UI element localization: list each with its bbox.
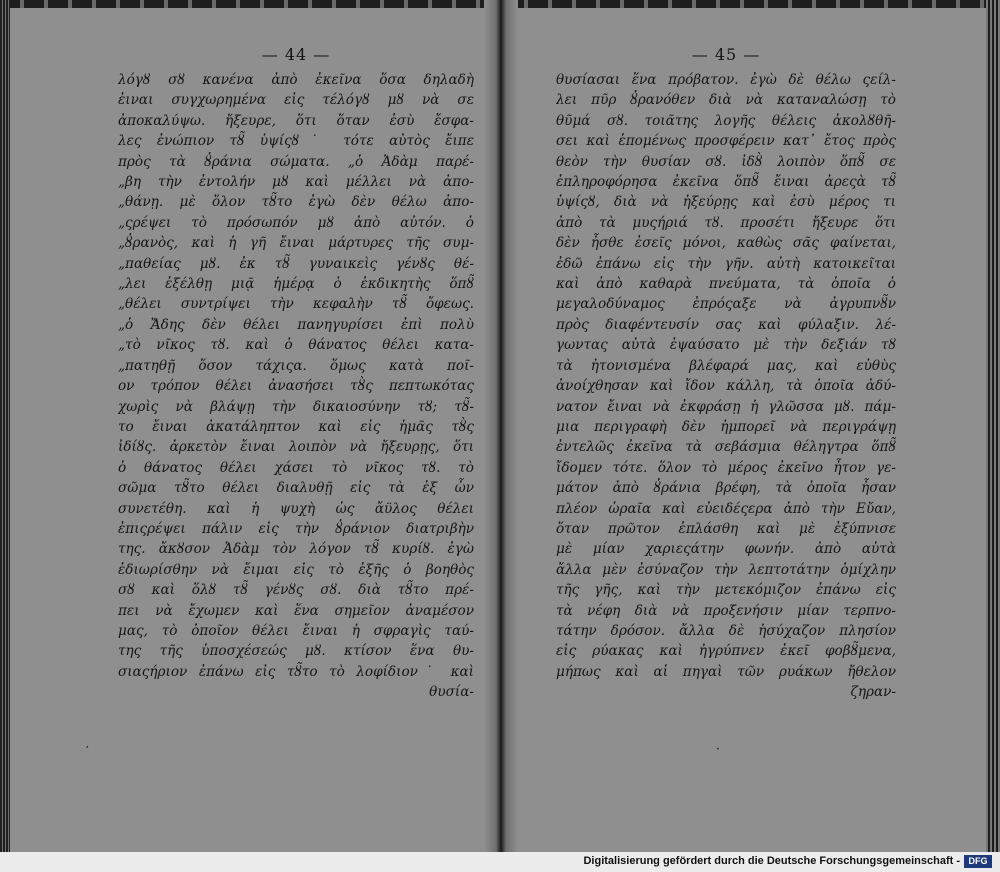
- right-page: [556, 40, 896, 703]
- text-line: ἀπὸ τὰ μυςήριά τȣ. προσέτι ἤξευρε ὅτι: [556, 214, 896, 231]
- text-line: ὅταν πρῶτον ἐπλάσθη καὶ μὲ ἐξύπνισε: [556, 520, 896, 537]
- catchword: θυσία-: [429, 684, 474, 701]
- text-line: λει πῦρ ȣ̓ρανόθεν διὰ νὰ καταναλώσῃ τὸ: [556, 92, 896, 109]
- text-line: ἀνοίχθησαν καὶ ἴδον κάλλη, τὰ ὁποῖα ἀδύ-: [556, 378, 896, 395]
- text-line: „θέλει συντρίψει τὴν κεφαλὴν τȣ̃ ὄφεως.: [118, 296, 474, 313]
- text-line: ἀποκαλύψω. ἤξευρε, ὅτι ὅταν ἐσὺ ἔσφα-: [118, 112, 474, 129]
- text-line: ἐιναι συγχωρημένα εἰς τέλόγȣ μȣ νὰ σε: [118, 92, 474, 109]
- text-line: „θάνῃ. μὲ ὅλον τȣ̃το ἐγὼ δὲν θέλω ἀπο-: [118, 194, 474, 211]
- text-line: ὁ θάνατος θέλει χάσει τὸ νῖκος τȣ. τὸ: [118, 459, 474, 476]
- funding-credit: Digitalisierung gefördert durch die Deutsche Forschungsgemeinschaft -: [583, 855, 960, 867]
- text-line: χωρὶς νὰ βλάψῃ τὴν δικαιοσύνην τȣ; τȣ̃-: [118, 398, 474, 415]
- text-line: σῶμα τȣ̃το θέλει διαλυθῇ εἰς τὰ ἐξ ὧν: [118, 480, 474, 497]
- margin-mark: ′: [86, 744, 89, 758]
- text-line: μεγαλοδύναμος ἐπρόςαξε νὰ ἀγρυπνȣ̃ν: [556, 296, 896, 313]
- text-line: της. ἄκȣσον Ἀδὰμ τὸν λόγον τȣ̃ κυρίȣ. ἐγὼ: [118, 541, 474, 558]
- text-line: θῦμά σȣ. τοιᾶτης λογῆς θέλεις ἀκολȣθῆ-: [556, 112, 896, 129]
- text-line: μια περιγραφὴ δὲν ἠμπορεῖ νὰ περιγράψῃ: [556, 418, 896, 435]
- text-line: εἰς ρύακας καὶ ἠγρύπνεν ἐκεῖ φοβȣ̃μενα,: [556, 643, 896, 660]
- text-line: νατον ἔιναι νὰ ἐκφράσῃ ἡ γλῶσσα μȣ. πάμ-: [556, 398, 896, 415]
- text-line: σει καὶ ἑπομένως προσφέρειν κατ᾽ ἔτος πρὸς: [556, 133, 896, 150]
- text-line: θεὸν τὴν θυσίαν σȣ. ἰδȣ̀ λοιπὸν ὅπȣ̃ σε: [556, 153, 896, 170]
- catchword: ζηραν-: [850, 684, 896, 701]
- text-line: ἐντελῶς ἐκεῖνα τὰ σεβάσμια θέληγτρα ὅπȣ̃: [556, 439, 896, 456]
- text-line: ἄλλα μὲν ἐσύναζον τὴν λεπτοτάτην ὁμίχλην: [556, 561, 896, 578]
- text-line: ὑψίςȣ, διὰ νὰ ἠξεύρῃς καὶ ἐσὺ μέρος τι: [556, 194, 896, 211]
- text-line: ον τρόπον θέλει ἀνασήσει τȣ̀ς πεπτωκότας: [118, 378, 474, 395]
- text-line: ἐπληροφόρησα ἐκεῖνα ὅπȣ̃ ἔιναι ἀρεςὰ τȣ̃: [556, 174, 896, 191]
- dfg-logo: DFG: [964, 855, 992, 868]
- text-line: πει νὰ ἔχωμεν καὶ ἕνα σημεῖον ἀναμέσον: [118, 602, 474, 619]
- left-page-text: [118, 70, 474, 703]
- text-line: λες ἐνώπιον τȣ̃ ὑψίςȣ˙ τότε αὐτὸς ἔιπε: [118, 133, 474, 150]
- text-line: τὰ νέφη διὰ νὰ προξενήσιν μίαν τερπνο-: [556, 602, 896, 619]
- text-line: καὶ ἀπὸ καθαρὰ πνεύματα, τὰ ὁποῖα ὁ: [556, 276, 896, 293]
- text-line: τὰ ἠτονισμένα βλέφαρά μας, καὶ εὐθὺς: [556, 357, 896, 374]
- text-line: τάτην δρόσον. ἄλλα δὲ ἡσύχαζον πλησίον: [556, 622, 896, 639]
- text-line: γωντας αὐτὰ ἐψαύσατο μὲ τὴν δεξιάν τȣ: [556, 337, 896, 354]
- text-line: „ὁ Ἄδης δὲν θέλει πανηγυρίσει ἐπὶ πολὺ: [118, 316, 474, 333]
- right-page-text: [556, 70, 896, 703]
- digitization-footer: [0, 852, 1000, 872]
- text-line: το ἔιναι ἀκατάληπτον καὶ εἰς ἡμᾶς τȣ̀ς: [118, 418, 474, 435]
- text-line: πρὸς τὰ ȣ̓ράνια σώματα. „ὁ Ἀδὰμ παρέ-: [118, 153, 474, 170]
- text-line: „τὸ νῖκος τȣ. καὶ ὁ θάνατος θέλει κατα-: [118, 337, 474, 354]
- text-line: ἴδομεν τότε. ὅλον τὸ μέρος ἐκεῖνο ἦτον γε-: [556, 459, 896, 476]
- text-line: συνετέθη. καὶ ἡ ψυχὴ ὡς ἄϋλος θέλει: [118, 500, 474, 517]
- text-line: μας, τὸ ὁποῖον θέλει ἔιναι ἡ σφραγὶς ταύ-: [118, 622, 474, 639]
- text-line: ἐδῶ ἐπάνω εἰς τὴν γῆν. αὐτὴ κατοικεῖται: [556, 255, 896, 272]
- text-line: ἰδίȣς. ἀρκετὸν ἔιναι λοιπὸν νὰ ἤξευρῃς, ὅτι: [118, 439, 474, 456]
- text-line: „πατηθῇ ὅσον τάχιςα. ὅμως κατὰ ποῖ-: [118, 357, 474, 374]
- text-line: „βη τὴν ἐντολήν μȣ καὶ μέλλει νὰ ἀπο-: [118, 174, 474, 191]
- text-line: πρὸς διαφέντευσίν σας καὶ φύλαξιν. λέ-: [556, 316, 896, 333]
- page-number-right: — 45 —: [691, 45, 761, 64]
- text-line: θυσίασαι ἕνα πρόβατον. ἐγὼ δὲ θέλω ςείλ-: [556, 72, 896, 88]
- text-line: ἐπιςρέψει πάλιν εἰς τὴν ȣ̓ράνιον διατριβὴν: [118, 520, 474, 537]
- margin-mark: ·: [716, 742, 720, 756]
- text-line: μάτον ἀπὸ ȣ̓ράνια βρέφη, τὰ ὁποῖα ἦσαν: [556, 480, 896, 497]
- book-gutter: [484, 0, 518, 852]
- text-line: „ȣ̓ρανὸς, καὶ ἡ γῆ ἔιναι μάρτυρες τῆς συμ-: [118, 235, 474, 252]
- text-line: της τῆς ὑποσχέσεώς μȣ. κτίσον ἕνα θυ-: [118, 643, 474, 660]
- page-number-left: — 44 —: [261, 45, 331, 64]
- left-page: [118, 40, 474, 703]
- text-line: πλέον ὡραῖα καὶ εὐειδέςερα ἀπὸ τὴν Εὔαν,: [556, 500, 896, 517]
- text-line: „ςρέψει τὸ πρόσωπόν μȣ ἀπὸ αὐτόν. ὁ: [118, 214, 474, 231]
- text-line: „παθείας μȣ. ἐκ τȣ̃ γυναικεὶς γένȣς θέ-: [118, 255, 474, 272]
- left-page-edge: [0, 0, 10, 852]
- text-line: λόγȣ σȣ κανένα ἀπὸ ἐκεῖνα ὅσα δηλαδὴ: [118, 72, 474, 88]
- right-page-edge: [986, 0, 1000, 852]
- text-line: μὲ μίαν χαριεςάτην φωνήν. ἀπὸ αὐτὰ: [556, 541, 896, 558]
- text-line: δὲν ἦσθε ἐσεῖς μόνοι, καθὼς σᾶς φαίνεται,: [556, 235, 896, 252]
- text-line: „λει ἐξέλθῃ μιᾷ ἡμέρᾳ ὁ ἐκδικητὴς ὅπȣ̃: [118, 276, 474, 293]
- text-line: μήπως καὶ αἱ πηγαὶ τῶν ρυάκων ἤθελον: [556, 663, 896, 680]
- text-line: σȣ καὶ ὅλȣ τȣ̃ γένȣς σȣ. διὰ τȣ̃το πρέ-: [118, 582, 474, 599]
- text-line: σιαςήριον ἐπάνω εἰς τȣ̃το τὸ λοφίδιον˙ καὶ: [118, 663, 474, 680]
- text-line: τῆς γῆς, καὶ τὴν μετεκόμιζον ἐπάνω εἰς: [556, 582, 896, 599]
- text-line: ἐδιωρίσθην νὰ ἔιμαι εἰς τὸ ἑξῆς ὁ βοηθὸς: [118, 561, 474, 578]
